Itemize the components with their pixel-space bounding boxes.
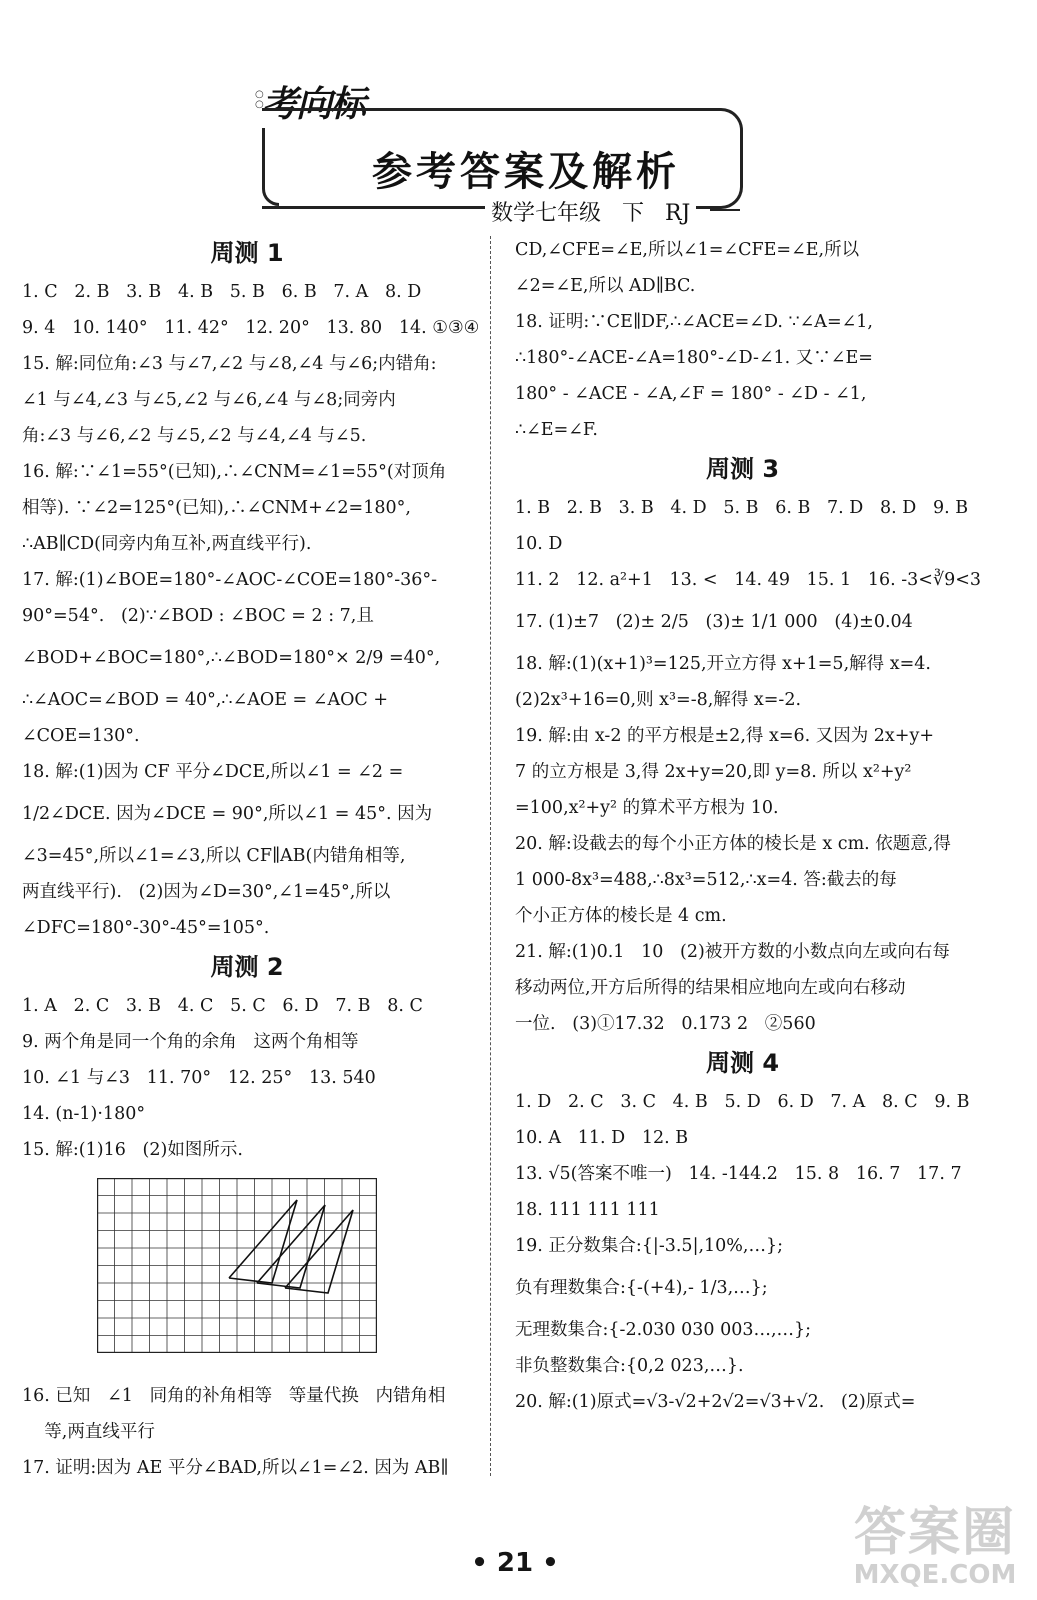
answer-line: 20. 解:(1)原式=√3-√2+2√2=√3+√2. (2)原式= xyxy=(515,1392,916,1412)
grid-translation-diagram xyxy=(97,1178,377,1353)
answer-line: 13. √5(答案不唯一) 14. -144.2 15. 8 16. 7 17. 7 xyxy=(515,1164,962,1184)
answer-line: 14. (n-1)·180° xyxy=(22,1104,146,1124)
answer-line: 个小正方体的棱长是 4 cm. xyxy=(515,906,727,926)
answer-line: 角:∠3 与∠6,∠2 与∠5,∠2 与∠4,∠4 与∠5. xyxy=(22,426,367,446)
page-subtitle: 数学七年级 下 RJ xyxy=(485,196,696,227)
answer-line: 16. 解:∵∠1=55°(已知),∴∠CNM=∠1=55°(对顶角 xyxy=(22,462,447,482)
watermark-text: 答案圈 xyxy=(853,1503,1016,1563)
answer-line: 移动两位,开方后所得的结果相应地向左或向右移动 xyxy=(515,978,906,998)
answer-line: 9. 4 10. 140° 11. 42° 12. 20° 13. 80 14. ①③④ xyxy=(22,318,480,338)
answer-line: 15. 解:(1)16 (2)如图所示. xyxy=(22,1140,243,1160)
answer-line: 90°=54°. (2)∵∠BOD : ∠BOC = 2 : 7,且 xyxy=(22,606,374,626)
answer-line: ∴AB∥CD(同旁内角互补,两直线平行). xyxy=(22,534,312,554)
answer-line: ∠DFC=180°-30°-45°=105°. xyxy=(22,918,270,938)
answer-line: 16. 已知 ∠1 同角的补角相等 等量代换 内错角相 xyxy=(22,1386,446,1406)
answer-line: 1. A 2. C 3. B 4. C 5. C 6. D 7. B 8. C xyxy=(22,996,423,1016)
right-column xyxy=(515,232,982,1420)
watermark xyxy=(835,1505,1035,1589)
answer-line: 1. C 2. B 3. B 4. B 5. B 6. B 7. A 8. D xyxy=(22,282,422,302)
answer-line: ∠1 与∠4,∠3 与∠5,∠2 与∠6,∠4 与∠8;同旁内 xyxy=(22,390,396,410)
answer-line: ∴∠AOC=∠BOD = 40°,∴∠AOE = ∠AOC + xyxy=(22,690,389,710)
title-frame-corner xyxy=(262,128,279,206)
answer-line: ∠3=45°,所以∠1=∠3,所以 CF∥AB(内错角相等, xyxy=(22,846,406,866)
answer-line: 17. (1)±7 (2)± 2/5 (3)± 1/1 000 (4)±0.04 xyxy=(515,612,913,632)
answer-line: 相等). ∵∠2=125°(已知),∴∠CNM+∠2=180°, xyxy=(22,498,411,518)
page-header xyxy=(0,0,1037,230)
answer-line: 10. D xyxy=(515,534,563,554)
section-title-week1: 周测 1 xyxy=(210,239,284,267)
answer-line: ∠BOD+∠BOC=180°,∴∠BOD=180°× 2/9 =40°, xyxy=(22,648,441,668)
brand-logo: 考向标 xyxy=(262,84,365,125)
answer-line: 17. 证明:因为 AE 平分∠BAD,所以∠1=∠2. 因为 AB∥ xyxy=(22,1458,449,1478)
answer-line: 负有理数集合:{-(+4),- 1/3,…}; xyxy=(515,1278,768,1298)
brand-dots-icon: ○ ○ xyxy=(255,89,264,110)
grid-figure xyxy=(22,1168,472,1378)
answer-line: ∴∠E=∠F. xyxy=(515,420,598,440)
answer-line: ∠COE=130°. xyxy=(22,726,140,746)
page-number: • 21 • xyxy=(471,1548,559,1578)
answer-line: 17. 解:(1)∠BOE=180°-∠AOC-∠COE=180°-36°- xyxy=(22,570,438,590)
answer-line: 等,两直线平行 xyxy=(22,1422,155,1442)
answer-line: 两直线平行). (2)因为∠D=30°,∠1=45°,所以 xyxy=(22,882,391,902)
answer-line: ∠2=∠E,所以 AD∥BC. xyxy=(515,276,696,296)
answer-line: 18. 解:(1)(x+1)³=125,开立方得 x+1=5,解得 x=4. xyxy=(515,654,931,674)
left-column xyxy=(22,232,480,1486)
answer-line: 非负整数集合:{0,2 023,…}. xyxy=(515,1356,744,1376)
answer-line: 15. 解:同位角:∠3 与∠7,∠2 与∠8,∠4 与∠6;内错角: xyxy=(22,354,437,374)
answer-line: 18. 证明:∵CE∥DF,∴∠ACE=∠D. ∵∠A=∠1, xyxy=(515,312,873,332)
answer-line: 10. ∠1 与∠3 11. 70° 12. 25° 13. 540 xyxy=(22,1068,376,1088)
section-title-week4: 周测 4 xyxy=(705,1049,780,1077)
answer-line: 一位. (3)①17.32 0.173 2 ②560 xyxy=(515,1014,816,1034)
answer-line: 7 的立方根是 3,得 2x+y=20,即 y=8. 所以 x²+y² xyxy=(515,762,912,782)
watermark-url: MXQE.COM xyxy=(853,1560,1017,1590)
answer-line: =100,x²+y² 的算术平方根为 10. xyxy=(515,798,779,818)
answer-line: 18. 解:(1)因为 CF 平分∠DCE,所以∠1 = ∠2 = xyxy=(22,762,404,782)
answer-line: 10. A 11. D 12. B xyxy=(515,1128,689,1148)
answer-line: 1. D 2. C 3. C 4. B 5. D 6. D 7. A 8. C 9. B xyxy=(515,1092,970,1112)
answer-line: 20. 解:设截去的每个小正方体的棱长是 x cm. 依题意,得 xyxy=(515,834,951,854)
section-title-week3: 周测 3 xyxy=(705,455,780,483)
answer-line: 1 000-8x³=488,∴8x³=512,∴x=4. 答:截去的每 xyxy=(515,870,897,890)
answer-line: CD,∠CFE=∠E,所以∠1=∠CFE=∠E,所以 xyxy=(515,240,860,260)
answer-line: 11. 2 12. a²+1 13. < 14. 49 15. 1 16. -3<∛9<3 xyxy=(515,570,982,590)
answer-line: 19. 解:由 x-2 的平方根是±2,得 x=6. 又因为 2x+y+ xyxy=(515,726,935,746)
answer-line: 21. 解:(1)0.1 10 (2)被开方数的小数点向左或向右每 xyxy=(515,942,950,962)
answer-line: 1/2∠DCE. 因为∠DCE = 90°,所以∠1 = 45°. 因为 xyxy=(22,804,433,824)
section-title-week2: 周测 2 xyxy=(210,953,284,981)
answer-line: 无理数集合:{-2.030 030 003…,…}; xyxy=(515,1320,812,1340)
column-divider xyxy=(490,236,491,1476)
answer-line: 18. 111 111 111 xyxy=(515,1200,660,1220)
answer-line: 1. B 2. B 3. B 4. D 5. B 6. B 7. D 8. D 9. B xyxy=(515,498,969,518)
subtitle-rule xyxy=(710,209,740,211)
answer-line: 9. 两个角是同一个角的余角 这两个角相等 xyxy=(22,1032,359,1052)
answer-line: ∴180°-∠ACE-∠A=180°-∠D-∠1. 又∵∠E= xyxy=(515,348,873,368)
page-title: 参考答案及解析 xyxy=(372,149,680,195)
answer-line: 180° - ∠ACE - ∠A,∠F = 180° - ∠D - ∠1, xyxy=(515,384,867,404)
answer-line: (2)2x³+16=0,则 x³=-8,解得 x=-2. xyxy=(515,690,802,710)
answer-line: 19. 正分数集合:{|-3.5|,10%,…}; xyxy=(515,1236,784,1256)
